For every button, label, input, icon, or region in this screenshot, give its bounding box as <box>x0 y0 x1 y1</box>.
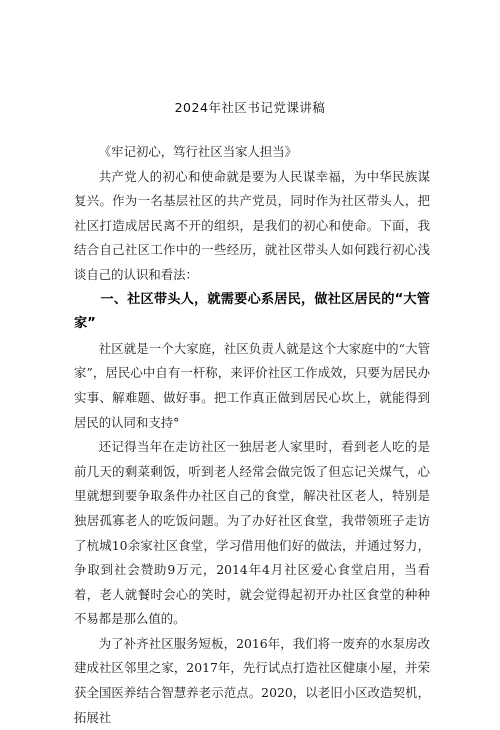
subtitle-paragraph: 《牢记初心，笃行社区当家人担当》 <box>98 144 298 159</box>
body-paragraph: 社区就是一个大家庭，社区负责人就是这个大家庭中的“大管家”，居民心中自有一杆称，来评价社区工作成效，只要为居民办实事、解难题、做好事。把工作真正做到居民心坎上，就能得到居民的认同和支持° <box>74 340 430 430</box>
intro-paragraph: 共产党人的初心和使命就是要为人民谋幸福，为中华民族谋复兴。作为一名基层社区的共产党员，同时作为社区带头人，把社区打造成居民离不开的组织，是我们的初心和使命。下面，我结合自己社区工作中的一些经历，就社区带头人如何践行初心浅谈自己的认识和看法： <box>74 168 430 282</box>
document-body <box>74 140 430 730</box>
section-heading: 一、社区带头人，就需要心系居民，做社区居民的“大管家” <box>74 291 430 332</box>
document-title: 2024年社区书记党课讲稿 <box>174 100 326 115</box>
body-paragraph: 为了补齐社区服务短板，2016年，我们将一废弃的水泵房改建成社区邻里之家，2017年，先行试点打造社区健康小屋，并荣获全国医养结合智慧养老示范点。2020，以老旧小区改造契机，拓展社 <box>74 635 430 725</box>
body-paragraph: 还记得当年在走访社区一独居老人家里时，看到老人吃的是前几天的剩菜剩饭，听到老人经常会做完饭了但忘记关煤气，心里就想到要争取条件办社区自己的食堂，解决社区老人，特别是独居孤寡老人的吃饭问题。为了办好社区食堂，我带领班子走访了杭城10余家社区食堂，学习借用他们好的做法，并通过努力，争取到社会赞助9万元，2014年4月社区爱心食堂启用，当看着，老人就餐时会心的笑时，就会觉得起初开办社区食堂的种种不易都是那么值的。 <box>74 439 430 627</box>
